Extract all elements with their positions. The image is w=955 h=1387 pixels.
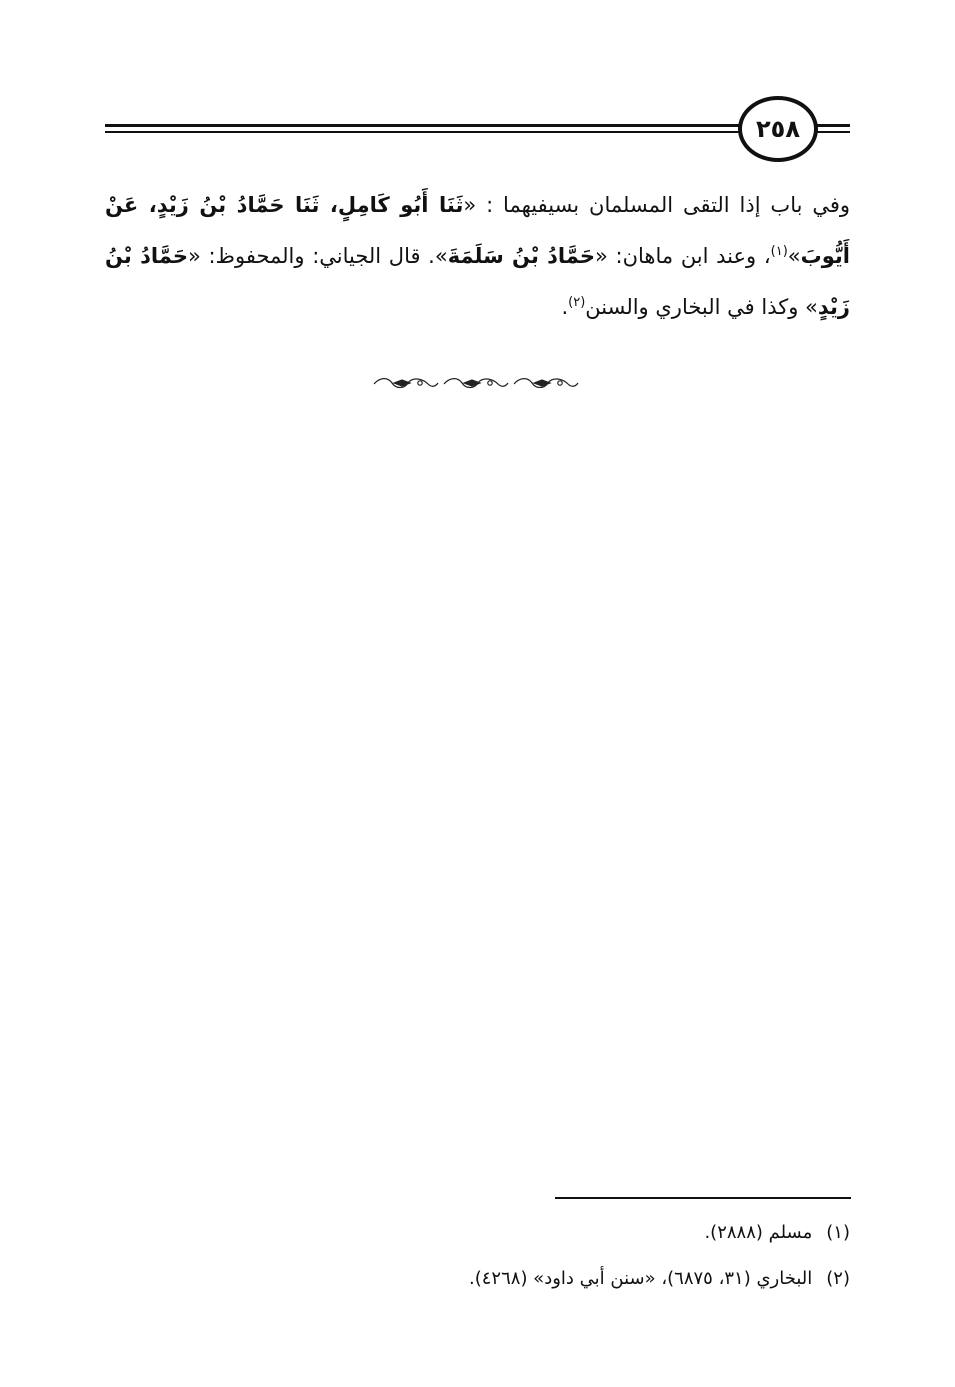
- body-text-2: »: [787, 244, 801, 268]
- footnote-separator: [555, 1197, 851, 1199]
- footnote-text: البخاري (٣١، ٦٨٧٥)، «سنن أبي داود» (٤٢٦٨).: [469, 1268, 813, 1289]
- header-rule-left-thin: [105, 131, 741, 133]
- quoted-name-2: حَمَّادُ بْنُ زَيْدٍ: [105, 244, 850, 319]
- body-text-3: ، وعند ابن ماهان: «: [595, 244, 771, 268]
- footnote-1: [300, 1210, 850, 1256]
- body-text-6: .: [561, 295, 569, 319]
- footnote-number: (١): [826, 1222, 850, 1243]
- header-rule-left-thick: [105, 124, 741, 127]
- body-text-5: » وكذا في البخاري والسنن: [585, 295, 818, 319]
- ornament-unit: [374, 379, 438, 388]
- section-divider-ornament: [370, 374, 582, 392]
- footnote-ref-2[interactable]: (٢): [568, 295, 586, 310]
- footnote-number: (٢): [826, 1268, 850, 1289]
- quoted-name-1: حَمَّادُ بْنُ سَلَمَةَ: [447, 244, 596, 268]
- ornament-unit: [444, 379, 508, 388]
- footnote-2: [300, 1256, 850, 1302]
- ornament-unit: [514, 379, 578, 388]
- quoted-chain-1: ثَنَا أَبُو كَامِلٍ، ثَنَا حَمَّادُ بْنُ زَيْدٍ، عَنْ أَيُّوبَ: [105, 193, 850, 268]
- page-header: [0, 0, 955, 200]
- footnote-ref-1[interactable]: (١): [770, 244, 788, 259]
- body-text-1: وفي باب إذا التقى المسلمان بسيفيهما : «: [463, 193, 850, 217]
- main-text: [105, 180, 850, 333]
- footnotes: [300, 1210, 850, 1302]
- header-rule-right-thick: [816, 124, 850, 127]
- body-text-4: ». قال الجياني: والمحفوظ: «: [187, 244, 448, 268]
- header-rule-right-thin: [816, 131, 850, 133]
- footnote-text: مسلم (٢٨٨٨).: [704, 1222, 813, 1243]
- body-paragraph: [105, 180, 850, 333]
- page-number: ٢٥٨: [738, 96, 818, 162]
